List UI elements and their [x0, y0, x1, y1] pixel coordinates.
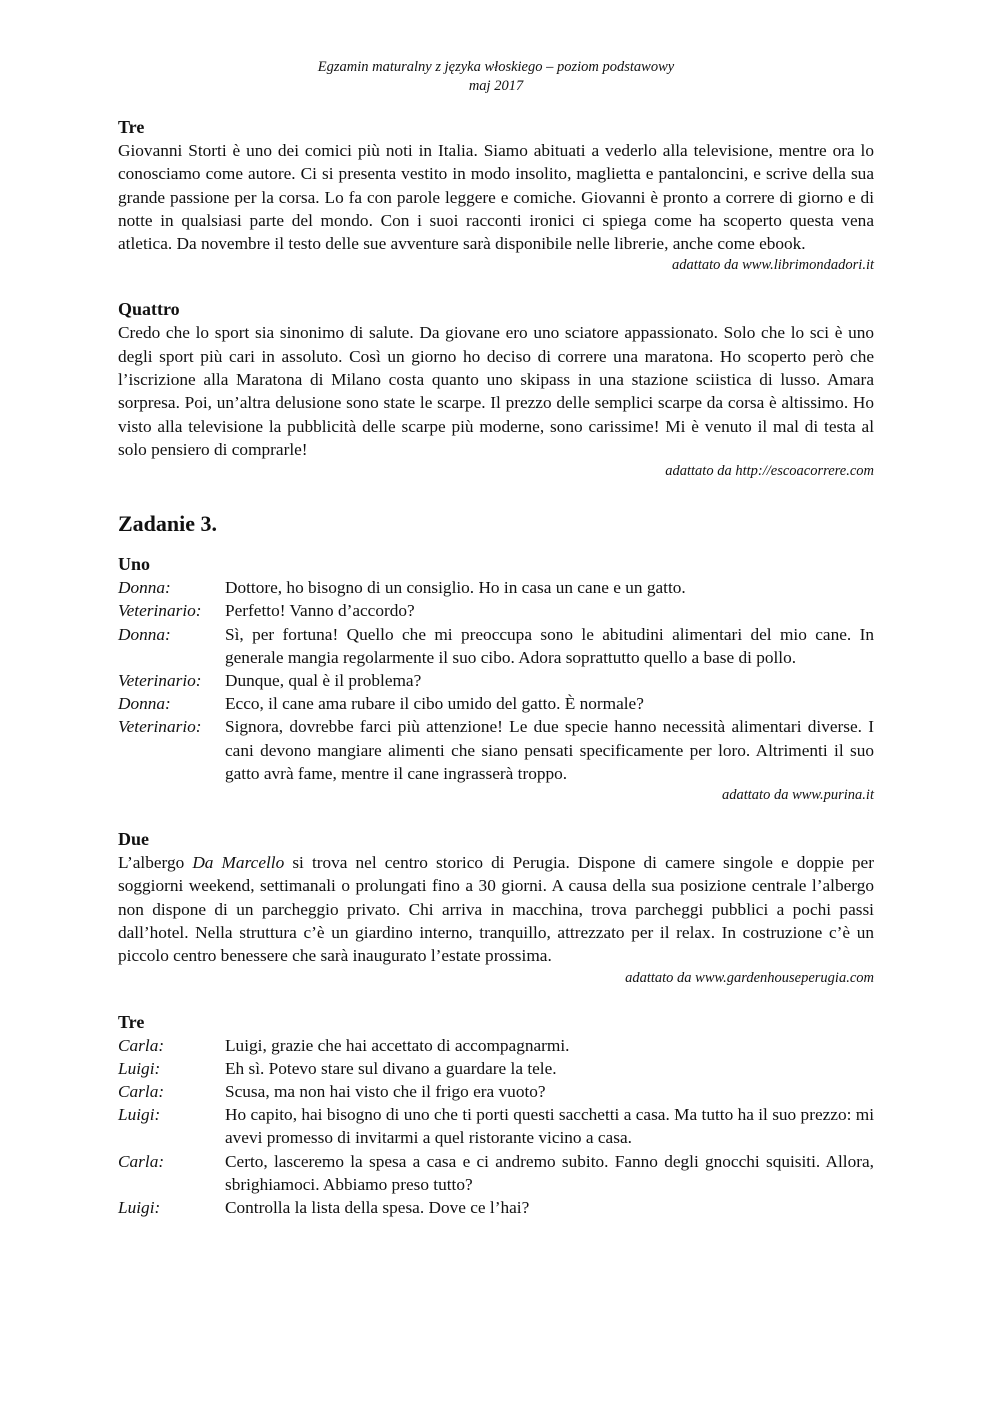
speech-text: Dunque, qual è il problema?: [225, 671, 422, 691]
document-page: [118, 58, 874, 1219]
speaker-label: Donna:: [118, 578, 171, 598]
speaker-label: Carla:: [118, 1035, 165, 1055]
task-3: [118, 509, 874, 1219]
text-after: si trova nel centro storico di Perugia. Dispone di camere singole e doppie per soggiorni weekend, settimanali o prolungati fino a 30 giorni. A causa della sua posizione centrale l’albergo non dispone di un parcheggio privato. Chi arriva in macchina, trova parcheggi pubblici a pochi passi dall’hotel. Nella struttura c’è un giardino interno, tranquillo, attrezzato per il relax. In costruzione c’è un piccolo centro benessere che sarà inaugurato l’estate prossima.: [118, 853, 874, 966]
speaker-label: Veterinario:: [118, 717, 202, 737]
speech-text: Signora, dovrebbe farci più attenzione! Le due specie hanno necessità alimentari diverse. I cani devono mangiare alimenti che siano pensati specificamente per loro. Altrimenti il suo gatto avrà fame, mentre il cane ingrasserà troppo.: [225, 717, 874, 783]
speech-text: Eh sì. Potevo stare sul divano a guardare la tele.: [225, 1058, 557, 1078]
section-text: Credo che lo sport sia sinonimo di salute. Da giovane ero uno sciatore appassionato. Solo che lo sci è uno degli sport più cari in assoluto. Così un giorno ho deciso di correre una maratona. Ho scoperto però che l’iscrizione alla Maratona di Milano costa quanto uno skipass in una stazione sciistica di lusso. Amara sorpresa. Poi, un’altra delusione sono state le scarpe. Il prezzo delle semplici scarpe da corsa è altissimo. Ho visto alla televisione la pubblicità delle scarpe più moderne, sono carissime! Mi è venuto il mal di testa al solo pensiero di comprarle!: [118, 323, 874, 459]
speech-text: Perfetto! Vanno d’accordo?: [225, 601, 415, 621]
speaker-label: Luigi:: [118, 1105, 161, 1125]
header-date: maj 2017: [468, 78, 524, 94]
text-before: L’albergo: [118, 853, 193, 873]
source-citation: adattato da www.librimondadori.it: [672, 257, 874, 274]
dialogue-uno: [118, 553, 874, 805]
dialogue-turn: [118, 599, 874, 622]
dialogue-title: Uno: [118, 554, 151, 575]
dialogue-title: Tre: [118, 1011, 145, 1032]
dialogue-turn: [118, 1034, 874, 1057]
dialogue-turn: [118, 1057, 874, 1080]
page-header: [118, 58, 874, 96]
source-citation: adattato da www.gardenhouseperugia.com: [625, 969, 874, 986]
speaker-label: Luigi:: [118, 1058, 161, 1078]
dialogue-turns: [118, 576, 874, 785]
dialogue-turn: [118, 669, 874, 692]
dialogue-turn: [118, 1196, 874, 1219]
section-due: [118, 828, 874, 987]
speech-text: Ecco, il cane ama rubare il cibo umido del gatto. È normale?: [225, 694, 644, 714]
speech-text: Scusa, ma non hai visto che il frigo era vuoto?: [225, 1081, 546, 1101]
speaker-label: Luigi:: [118, 1198, 161, 1217]
section-text: Giovanni Storti è uno dei comici più noti in Italia. Siamo abituati a vederlo alla televisione, mentre ora lo conosciamo come autore. Ci si presenta vestito in modo insolito, maglietta e pantaloncini, e scrive della sua grande passione per la corsa. Lo fa con parole leggere e comiche. Giovanni è pronto a correre di giorno e di notte in qualsiasi parte del mondo. Con i suoi racconti ironici ci spiega come ha scoperto questa vena atletica. Da novembre il testo delle sue avventure sarà disponibile nelle librerie, anche come ebook.: [118, 141, 874, 254]
speaker-label: Donna:: [118, 694, 171, 714]
dialogue-tre: [118, 1011, 874, 1220]
section-text: [118, 851, 874, 967]
section-title: Tre: [118, 117, 145, 137]
section-title: Due: [118, 829, 149, 850]
dialogue-turn: [118, 623, 874, 669]
speaker-label: Veterinario:: [118, 671, 202, 691]
speech-text: Sì, per fortuna! Quello che mi preoccupa sono le abitudini alimentari del mio cane. In generale mangia regolarmente il suo cibo. Adora soprattutto quello a base di pollo.: [225, 624, 874, 667]
speaker-label: Veterinario:: [118, 601, 202, 621]
hotel-name: Da Marcello: [192, 853, 285, 873]
dialogue-turns: [118, 1034, 874, 1220]
speaker-label: Carla:: [118, 1151, 165, 1171]
dialogue-turn: [118, 1103, 874, 1149]
speaker-label: Donna:: [118, 624, 171, 644]
dialogue-turn: [118, 692, 874, 715]
speech-text: Ho capito, hai bisogno di uno che ti porti questi sacchetti a casa. Ma tutto ha il suo prezzo: mi avevi promesso di invitarmi a quel ristorante vicino a casa.: [225, 1105, 874, 1148]
dialogue-turn: [118, 715, 874, 785]
speech-text: Certo, lasceremo la spesa a casa e ci andremo subito. Fanno degli gnocchi squisiti. Allora, sbrighiamoci. Abbiamo preso tutto?: [225, 1151, 874, 1194]
speech-text: Dottore, ho bisogno di un consiglio. Ho in casa un cane e un gatto.: [225, 578, 686, 598]
task-heading: Zadanie 3.: [118, 511, 218, 537]
dialogue-turn: [118, 1150, 874, 1196]
dialogue-turn: [118, 1080, 874, 1103]
section-quattro: [118, 298, 874, 481]
speech-text: Luigi, grazie che hai accettato di accompagnarmi.: [225, 1035, 570, 1055]
speech-text: Controlla la lista della spesa. Dove ce l’hai?: [225, 1198, 530, 1217]
dialogue-turn: [118, 576, 874, 599]
speaker-label: Carla:: [118, 1081, 165, 1101]
source-citation: adattato da www.purina.it: [721, 787, 874, 804]
section-title: Quattro: [118, 299, 180, 320]
section-tre: [118, 116, 874, 275]
header-exam-title: Egzamin maturalny z języka włoskiego – poziom podstawowy: [317, 59, 675, 75]
source-citation: adattato da http://escoacorrere.com: [665, 463, 874, 480]
